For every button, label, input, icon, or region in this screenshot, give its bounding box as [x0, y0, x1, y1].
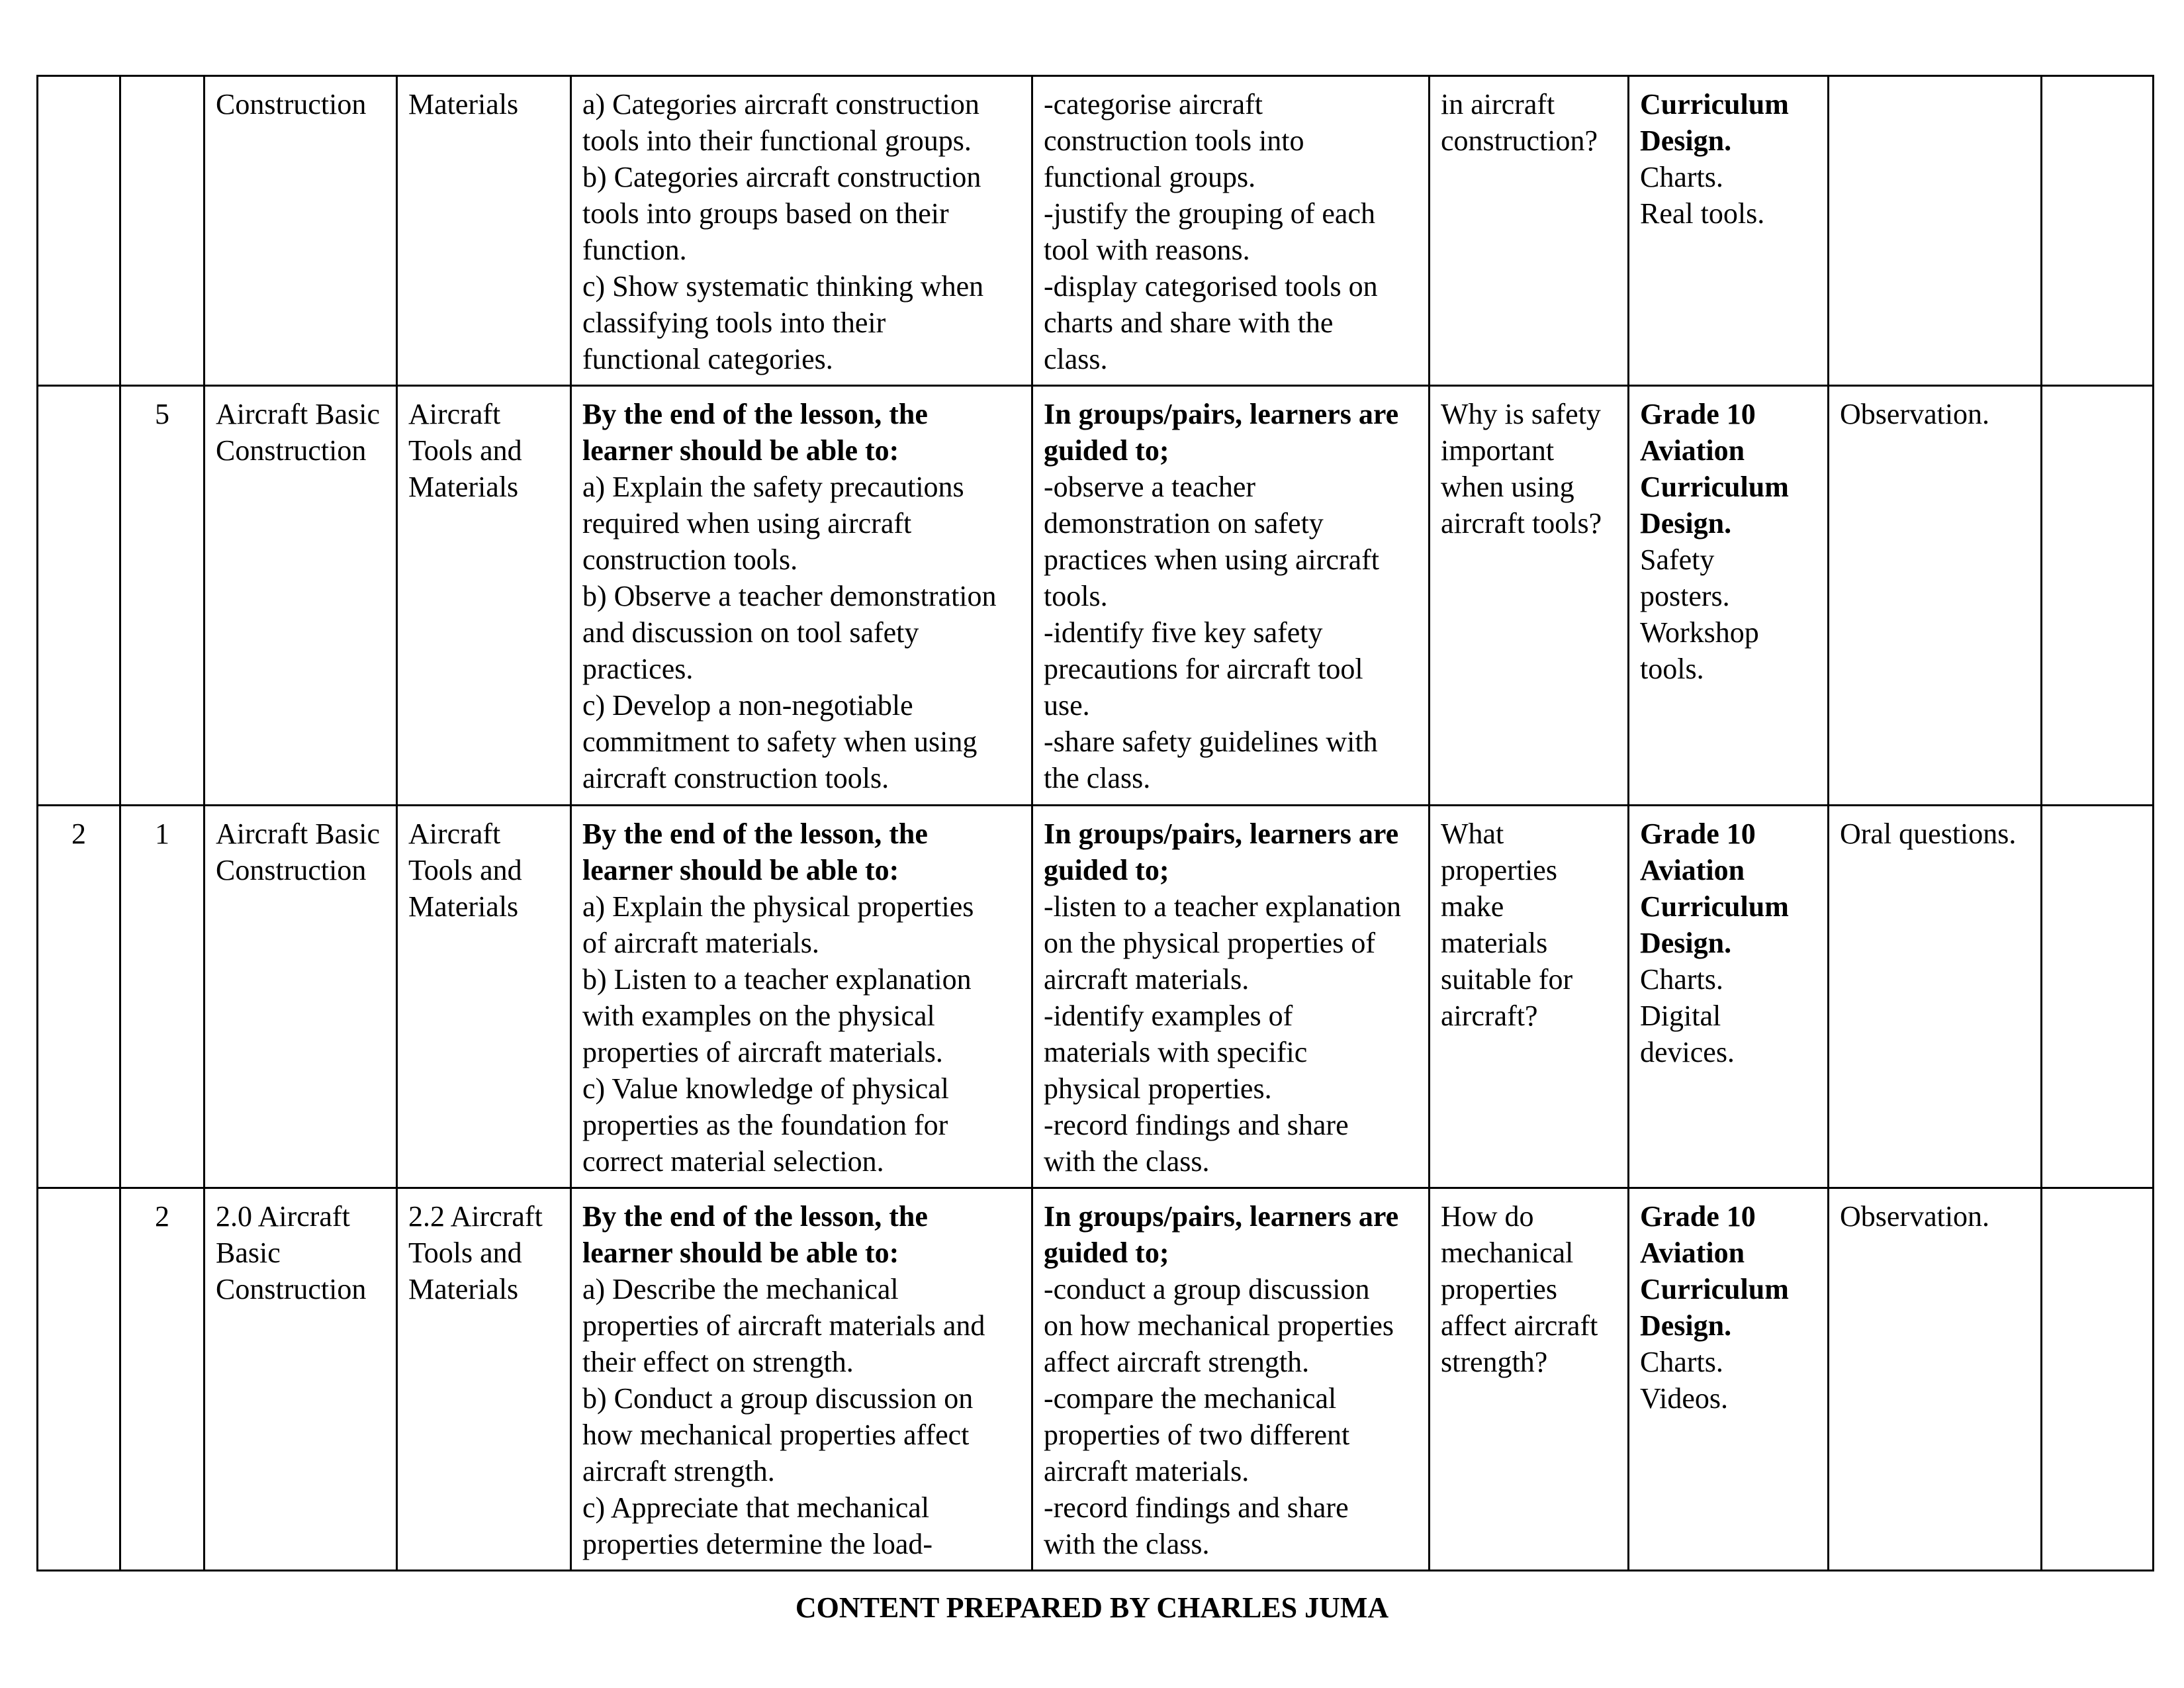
cell-text-line: demonstration on safety [1044, 507, 1324, 539]
cell-heading-line: Design. [1640, 124, 1732, 157]
cell-text-line: -justify the grouping of each [1044, 197, 1375, 230]
cell-text-line: -identify five key safety [1044, 616, 1323, 649]
strand-cell: Aircraft Basic Construction [205, 806, 397, 1188]
cell-text-line: how mechanical properties affect [582, 1419, 970, 1451]
learning-experiences-cell [1032, 76, 1430, 386]
cell-heading-line: Grade 10 [1640, 818, 1756, 850]
cell-text-line: aircraft materials. [1044, 1455, 1250, 1487]
cell-text-line: properties of two different [1044, 1419, 1350, 1451]
cell-text-line: commitment to safety when using [582, 726, 978, 758]
cell-heading-line: Design. [1640, 1309, 1732, 1342]
cell-text-line: properties [1441, 854, 1557, 886]
cell-text-line: function. [582, 234, 687, 266]
week-cell [38, 1188, 120, 1571]
cell-text-line: -compare the mechanical [1044, 1382, 1337, 1415]
learning-outcomes-cell [571, 806, 1032, 1188]
sub-strand-cell: Aircraft Tools and Materials [397, 806, 571, 1188]
cell-text-line: important [1441, 434, 1555, 467]
cell-text-line: use. [1044, 689, 1090, 722]
cell-text-line: when using [1441, 471, 1574, 503]
cell-heading-line: Aviation [1640, 1237, 1745, 1269]
cell-text-line: class. [1044, 343, 1108, 375]
cell-text-line: properties as the foundation for [582, 1109, 948, 1141]
cell-heading-line: guided to; [1044, 434, 1169, 467]
cell-text-line: Workshop [1640, 616, 1759, 649]
cell-text-line: Charts. [1640, 963, 1723, 996]
cell-text-line: the class. [1044, 762, 1151, 794]
footer-credit: CONTENT PREPARED BY CHARLES JUMA [795, 1591, 1389, 1624]
cell-heading-line: learner should be able to: [582, 854, 899, 886]
learning-outcomes-cell [571, 1188, 1032, 1571]
cell-heading-line: Curriculum [1640, 88, 1789, 120]
lesson-cell: 1 [120, 806, 205, 1188]
cell-text-line: on how mechanical properties [1044, 1309, 1394, 1342]
cell-text-line: aircraft materials. [1044, 963, 1250, 996]
cell-text-line: tools. [1640, 653, 1704, 685]
week-cell [38, 386, 120, 806]
week-cell: 2 [38, 806, 120, 1188]
cell-text-line: practices. [582, 653, 694, 685]
assessment-cell: Oral questions. [1829, 806, 2042, 1188]
cell-heading-line: Grade 10 [1640, 1200, 1756, 1233]
cell-text-line: materials with specific [1044, 1036, 1308, 1068]
learning-outcomes-cell [571, 386, 1032, 806]
cell-text-line: properties of aircraft materials and [582, 1309, 985, 1342]
cell-text-line: charts and share with the [1044, 306, 1334, 339]
cell-text-line: b) Conduct a group discussion on [582, 1382, 974, 1415]
cell-text-line: with examples on the physical [582, 1000, 935, 1032]
cell-heading-line: Aviation [1640, 434, 1745, 467]
reflection-cell [2042, 386, 2154, 806]
cell-text-line: practices when using aircraft [1044, 543, 1379, 576]
cell-text-line: tools into groups based on their [582, 197, 949, 230]
cell-text-line: Digital [1640, 1000, 1721, 1032]
cell-text-line: precautions for aircraft tool [1044, 653, 1363, 685]
cell-text-line: Videos. [1640, 1382, 1729, 1415]
resources-cell [1629, 76, 1829, 386]
cell-text-line: in aircraft [1441, 88, 1555, 120]
table-row [38, 76, 2154, 386]
resources-cell [1629, 386, 1829, 806]
cell-text-line: make [1441, 890, 1504, 923]
cell-text-line: construction tools. [582, 543, 798, 576]
cell-heading-line: By the end of the lesson, the [582, 818, 928, 850]
cell-heading-line: guided to; [1044, 854, 1169, 886]
key-inquiry-cell [1430, 806, 1629, 1188]
lesson-cell: 2 [120, 1188, 205, 1571]
cell-text-line: -identify examples of [1044, 1000, 1293, 1032]
cell-text-line: functional groups. [1044, 161, 1256, 193]
cell-text-line: properties of aircraft materials. [582, 1036, 943, 1068]
cell-text-line: a) Describe the mechanical [582, 1273, 899, 1305]
key-inquiry-cell [1430, 1188, 1629, 1571]
cell-text-line: -observe a teacher [1044, 471, 1256, 503]
cell-text-line: Real tools. [1640, 197, 1765, 230]
sub-strand-cell: 2.2 Aircraft Tools and Materials [397, 1188, 571, 1571]
cell-text-line: functional categories. [582, 343, 833, 375]
cell-text-line: with the class. [1044, 1145, 1210, 1178]
cell-text-line: tool with reasons. [1044, 234, 1250, 266]
cell-text-line: a) Explain the safety precautions [582, 471, 964, 503]
table-row [38, 806, 2154, 1188]
cell-heading-line: In groups/pairs, learners are [1044, 1200, 1399, 1233]
reflection-cell [2042, 806, 2154, 1188]
strand-cell: 2.0 Aircraft Basic Construction [205, 1188, 397, 1571]
cell-heading-line: By the end of the lesson, the [582, 1200, 928, 1233]
learning-experiences-cell [1032, 806, 1430, 1188]
cell-text-line: -share safety guidelines with [1044, 726, 1378, 758]
cell-text-line: aircraft? [1441, 1000, 1538, 1032]
cell-text-line: Charts. [1640, 1346, 1723, 1378]
cell-text-line: b) Categories aircraft construction [582, 161, 981, 193]
lesson-cell [120, 76, 205, 386]
cell-text-line: strength? [1441, 1346, 1548, 1378]
key-inquiry-cell [1430, 76, 1629, 386]
cell-heading-line: By the end of the lesson, the [582, 398, 928, 430]
cell-text-line: required when using aircraft [582, 507, 912, 539]
cell-text-line: devices. [1640, 1036, 1735, 1068]
table-row [38, 1188, 2154, 1571]
reflection-cell [2042, 1188, 2154, 1571]
cell-text-line: aircraft construction tools. [582, 762, 889, 794]
cell-heading-line: Curriculum [1640, 1273, 1789, 1305]
cell-text-line: -record findings and share [1044, 1109, 1349, 1141]
lesson-cell: 5 [120, 386, 205, 806]
cell-text-line: c) Value knowledge of physical [582, 1072, 949, 1105]
cell-heading-line: guided to; [1044, 1237, 1169, 1269]
cell-heading-line: learner should be able to: [582, 1237, 899, 1269]
resources-cell [1629, 1188, 1829, 1571]
strand-cell: Aircraft Basic Construction [205, 386, 397, 806]
cell-text-line: classifying tools into their [582, 306, 886, 339]
key-inquiry-cell [1430, 386, 1629, 806]
assessment-cell [1829, 76, 2042, 386]
cell-text-line: tools into their functional groups. [582, 124, 972, 157]
cell-heading-line: Curriculum [1640, 471, 1789, 503]
cell-text-line: materials [1441, 927, 1548, 959]
cell-text-line: aircraft tools? [1441, 507, 1602, 539]
strand-cell: Construction [205, 76, 397, 386]
cell-heading-line: learner should be able to: [582, 434, 899, 467]
cell-text-line: Charts. [1640, 161, 1723, 193]
cell-text-line: posters. [1640, 580, 1730, 612]
learning-experiences-cell [1032, 1188, 1430, 1571]
cell-text-line: Why is safety [1441, 398, 1601, 430]
cell-text-line: construction tools into [1044, 124, 1304, 157]
cell-heading-line: Aviation [1640, 854, 1745, 886]
resources-cell [1629, 806, 1829, 1188]
cell-text-line: correct material selection. [582, 1145, 884, 1178]
cell-heading-line: Design. [1640, 507, 1732, 539]
cell-text-line: properties determine the load- [582, 1528, 933, 1560]
cell-text-line: c) Show systematic thinking when [582, 270, 984, 303]
scheme-of-work-table [36, 75, 2154, 1571]
cell-text-line: construction? [1441, 124, 1598, 157]
cell-text-line: a) Explain the physical properties [582, 890, 974, 923]
cell-text-line: a) Categories aircraft construction [582, 88, 979, 120]
table-row [38, 386, 2154, 806]
sub-strand-cell: Aircraft Tools and Materials [397, 386, 571, 806]
cell-heading-line: Design. [1640, 927, 1732, 959]
reflection-cell [2042, 76, 2154, 386]
cell-text-line: of aircraft materials. [582, 927, 819, 959]
cell-text-line: c) Appreciate that mechanical [582, 1491, 930, 1524]
assessment-cell: Observation. [1829, 1188, 2042, 1571]
cell-text-line: Safety [1640, 543, 1715, 576]
cell-text-line: aircraft strength. [582, 1455, 775, 1487]
learning-outcomes-cell [571, 76, 1032, 386]
assessment-cell: Observation. [1829, 386, 2042, 806]
cell-text-line: -display categorised tools on [1044, 270, 1378, 303]
cell-text-line: suitable for [1441, 963, 1573, 996]
cell-text-line: physical properties. [1044, 1072, 1272, 1105]
week-cell [38, 76, 120, 386]
cell-text-line: with the class. [1044, 1528, 1210, 1560]
cell-text-line: -conduct a group discussion [1044, 1273, 1370, 1305]
cell-heading-line: In groups/pairs, learners are [1044, 398, 1399, 430]
cell-text-line: affect aircraft [1441, 1309, 1598, 1342]
cell-text-line: affect aircraft strength. [1044, 1346, 1310, 1378]
cell-text-line: mechanical [1441, 1237, 1574, 1269]
cell-text-line: their effect on strength. [582, 1346, 854, 1378]
cell-text-line: and discussion on tool safety [582, 616, 919, 649]
cell-text-line: -listen to a teacher explanation [1044, 890, 1401, 923]
cell-text-line: -record findings and share [1044, 1491, 1349, 1524]
learning-experiences-cell [1032, 386, 1430, 806]
cell-heading-line: Curriculum [1640, 890, 1789, 923]
cell-text-line: properties [1441, 1273, 1557, 1305]
cell-text-line: c) Develop a non-negotiable [582, 689, 913, 722]
cell-text-line: b) Listen to a teacher explanation [582, 963, 972, 996]
cell-text-line: tools. [1044, 580, 1108, 612]
sub-strand-cell: Materials [397, 76, 571, 386]
cell-text-line: on the physical properties of [1044, 927, 1375, 959]
cell-text-line: b) Observe a teacher demonstration [582, 580, 997, 612]
cell-heading-line: Grade 10 [1640, 398, 1756, 430]
cell-text-line: How do [1441, 1200, 1534, 1233]
cell-text-line: -categorise aircraft [1044, 88, 1263, 120]
cell-heading-line: In groups/pairs, learners are [1044, 818, 1399, 850]
cell-text-line: What [1441, 818, 1504, 850]
